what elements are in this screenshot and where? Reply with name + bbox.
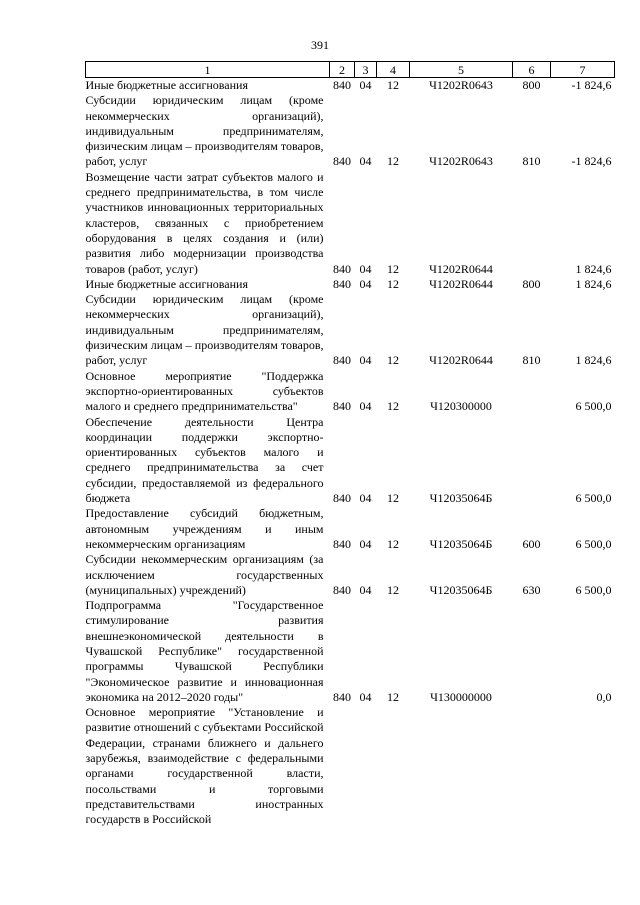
row-amount: 6 500,0 xyxy=(575,582,612,597)
row-expense-type: 810 xyxy=(522,353,541,368)
row-amount: 6 500,0 xyxy=(575,536,612,551)
row-section xyxy=(355,705,377,827)
row-name: Основное мероприятие "Установление и развитие отношений с субъектами Российской Федерации, странами ближнего и дальнего зарубежья, взаимодействие с федеральными органами государственной власти, посольствами и торговыми представительствами иностранных государств в Российской xyxy=(85,705,324,827)
table-row xyxy=(86,170,615,277)
row-expense-type xyxy=(513,369,551,415)
row-target-article: Ч130000000 xyxy=(430,689,492,704)
row-section: 04 xyxy=(359,536,372,551)
row-target-article: Ч12035064Б xyxy=(429,536,493,551)
table-row xyxy=(86,415,615,507)
table-row xyxy=(86,552,615,598)
table-row xyxy=(86,292,615,368)
table-row xyxy=(86,277,615,292)
row-admin-code: 840 xyxy=(333,582,351,597)
row-target-article xyxy=(410,705,513,827)
table-row xyxy=(86,93,615,169)
header-col-2: 2 xyxy=(330,62,355,78)
row-expense-type: 800 xyxy=(522,276,541,291)
row-subsection: 12 xyxy=(387,689,399,704)
row-expense-type: 600 xyxy=(522,536,541,551)
row-amount xyxy=(551,705,615,827)
row-amount: -1 824,6 xyxy=(571,154,612,169)
row-expense-type: 630 xyxy=(522,582,541,597)
row-admin-code: 840 xyxy=(333,399,351,414)
row-section: 04 xyxy=(359,491,372,506)
row-subsection: 12 xyxy=(387,491,399,506)
row-subsection: 12 xyxy=(387,536,399,551)
row-subsection: 12 xyxy=(387,399,399,414)
row-admin-code xyxy=(330,705,355,827)
table-header xyxy=(86,62,615,78)
row-subsection: 12 xyxy=(387,154,399,169)
row-section: 04 xyxy=(359,689,372,704)
budget-table xyxy=(85,61,615,828)
row-amount: 1 824,6 xyxy=(575,276,612,291)
header-col-7: 7 xyxy=(551,62,615,78)
row-admin-code: 840 xyxy=(333,536,351,551)
row-subsection xyxy=(377,705,410,827)
row-expense-type: 800 xyxy=(522,78,541,92)
row-section: 04 xyxy=(359,154,372,169)
row-section: 04 xyxy=(359,261,372,276)
row-expense-type xyxy=(513,415,551,507)
table-row xyxy=(86,705,615,827)
row-name: Субсидии юридическим лицам (кроме некоммерческих организаций), индивидуальным предпринимателям, физическим лицам – производителям товаров, работ, услуг xyxy=(85,93,324,169)
row-expense-type: 810 xyxy=(522,154,541,169)
row-admin-code: 840 xyxy=(333,154,351,169)
row-target-article: Ч1202R0643 xyxy=(429,154,493,169)
row-expense-type xyxy=(513,170,551,277)
header-col-3: 3 xyxy=(355,62,377,78)
row-amount: 1 824,6 xyxy=(575,261,612,276)
row-name: Субсидии некоммерческим организациям (за исключением государственных (муниципальных) учреждений) xyxy=(85,552,324,597)
row-name: Иные бюджетные ассигнования xyxy=(85,78,248,92)
table-row xyxy=(86,598,615,705)
row-expense-type xyxy=(513,598,551,705)
row-name: Подпрограмма "Государственное стимулирование развития внешнеэкономической деятельности в Чувашской Республике" государственной программы Чувашской Республики "Экономическое развитие и инновационная экономика на 2012–2020 годы" xyxy=(85,598,324,704)
row-expense-type xyxy=(513,705,551,827)
row-name: Субсидии юридическим лицам (кроме некоммерческих организаций), индивидуальным предпринимателям, физическим лицам – производителям товаров, работ, услуг xyxy=(85,292,324,368)
row-subsection: 12 xyxy=(387,276,399,291)
row-admin-code: 840 xyxy=(333,276,351,291)
header-col-4: 4 xyxy=(377,62,410,78)
row-admin-code: 840 xyxy=(333,353,351,368)
table-row xyxy=(86,369,615,415)
row-amount: 0,0 xyxy=(596,689,612,704)
row-target-article: Ч1202R0644 xyxy=(429,276,493,291)
row-name: Обеспечение деятельности Центра координации поддержки экспортно-ориентированных субъектов малого и среднего предпринимательства за счет субсидии, предоставляемой из федерального бюджета xyxy=(85,414,324,506)
row-name: Иные бюджетные ассигнования xyxy=(85,276,248,291)
row-amount: -1 824,6 xyxy=(571,78,612,92)
row-subsection: 12 xyxy=(387,78,399,92)
row-target-article: Ч1202R0644 xyxy=(429,261,493,276)
row-name: Возмещение части затрат субъектов малого и среднего предпринимательства, в том числе участников инновационных территориальных кластеров, связанных с приобретением оборудования в целях создания и (или) развития либо модернизации производства товаров (работ, услуг) xyxy=(85,169,324,276)
page-number: 391 xyxy=(311,38,329,52)
row-admin-code: 840 xyxy=(333,78,351,92)
row-name: Основное мероприятие "Поддержка экспортно-ориентированных субъектов малого и среднего предпринимательства" xyxy=(85,368,324,414)
row-target-article: Ч12035064Б xyxy=(429,491,493,506)
row-target-article: Ч120300000 xyxy=(430,399,492,414)
row-section: 04 xyxy=(359,582,372,597)
row-subsection: 12 xyxy=(387,582,399,597)
header-col-1: 1 xyxy=(86,62,330,78)
row-name: Предоставление субсидий бюджетным, автономным учреждениям и иным некоммерческим организациям xyxy=(85,506,324,551)
row-target-article: Ч12035064Б xyxy=(429,582,493,597)
row-section: 04 xyxy=(359,353,372,368)
row-admin-code: 840 xyxy=(333,261,351,276)
table-body xyxy=(86,78,615,828)
header-col-6: 6 xyxy=(513,62,551,78)
row-subsection: 12 xyxy=(387,261,399,276)
row-amount: 6 500,0 xyxy=(575,399,612,414)
row-subsection: 12 xyxy=(387,353,399,368)
row-target-article: Ч1202R0644 xyxy=(429,353,493,368)
row-section: 04 xyxy=(359,399,372,414)
row-target-article: Ч1202R0643 xyxy=(429,78,493,92)
row-amount: 6 500,0 xyxy=(575,491,612,506)
row-amount: 1 824,6 xyxy=(575,353,612,368)
row-section: 04 xyxy=(359,78,372,92)
header-col-5: 5 xyxy=(410,62,513,78)
row-admin-code: 840 xyxy=(333,491,351,506)
table-row xyxy=(86,506,615,552)
table-row xyxy=(86,78,615,94)
row-section: 04 xyxy=(359,276,372,291)
row-admin-code: 840 xyxy=(333,689,351,704)
